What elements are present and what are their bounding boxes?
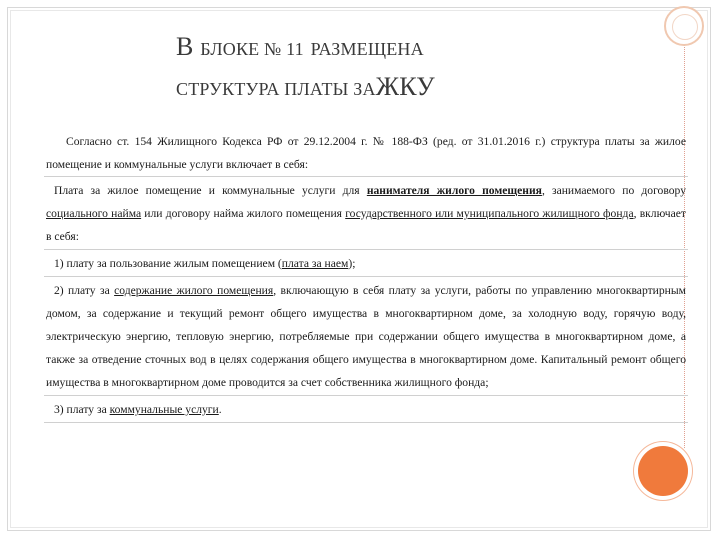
block-para1	[44, 176, 688, 250]
item-1	[46, 252, 686, 275]
text: , включающую в себя плату за услуги, работы по управлению многоквартирным домом, за содержание и текущий ремонт общего имущества в многоквартирном доме, за холодную воду, горячую воду, электрическую энергию, тепловую энергию, потребляемые при содержании общего имущества в многоквартирном доме, а также за отведение сточных вод в целях содержания общего имущества в многоквартирном доме. Капитальный ремонт общего имущества в многоквартирном доме проводится за счет собственника жилищного фонда;	[46, 284, 686, 389]
title-word: СТРУКТУРА ПЛАТЫ ЗА	[176, 79, 376, 99]
text: Плата за жилое помещение и коммунальные услуги для	[54, 184, 367, 197]
intro-paragraph: Согласно ст. 154 Жилищного Кодекса РФ от 29.12.2004 г. № 188-ФЗ (ред. от 31.01.2016 г.) структура платы за жилое помещение и коммунальные услуги включает в себя:	[46, 135, 686, 171]
text: 2) плату за	[54, 284, 115, 297]
slide-content	[46, 130, 686, 423]
text: или договору найма жилого помещения	[141, 207, 346, 220]
block-item3	[44, 396, 688, 423]
decorative-circle-top	[664, 6, 704, 46]
title-word: В	[176, 32, 194, 61]
link-kommunalnye[interactable]: коммунальные услуги	[109, 403, 219, 416]
text: 1) плату за пользование жилым помещением (	[54, 257, 282, 270]
text: );	[348, 257, 356, 270]
block-item2	[44, 277, 688, 396]
title-line-1	[176, 28, 606, 68]
block-item1	[44, 250, 688, 277]
link-social-naim[interactable]: социального найма	[46, 207, 142, 220]
title-word: РАЗМЕЩЕНА	[310, 39, 424, 59]
text: , включает в себя:	[46, 207, 686, 243]
link-gos-fond[interactable]: государственного или муниципального жилищного фонда	[345, 207, 634, 220]
title-word: ЖКУ	[375, 72, 435, 101]
item-2	[46, 279, 686, 394]
decorative-circle-bottom	[638, 446, 688, 496]
paragraph-1	[46, 179, 686, 248]
title-word: БЛОКЕ № 11	[200, 39, 304, 59]
text: .	[218, 403, 222, 416]
link-plata-naem[interactable]: плата за наем	[281, 257, 349, 270]
link-nanimatel[interactable]: нанимателя жилого помещения	[366, 184, 542, 197]
title-line-2	[176, 68, 606, 108]
slide-title	[176, 28, 606, 108]
link-soderzhanie[interactable]: содержание жилого помещения	[114, 284, 274, 297]
item-3	[46, 398, 686, 421]
text: , занимаемого по договору	[541, 184, 686, 197]
text: 3) плату за	[54, 403, 110, 416]
